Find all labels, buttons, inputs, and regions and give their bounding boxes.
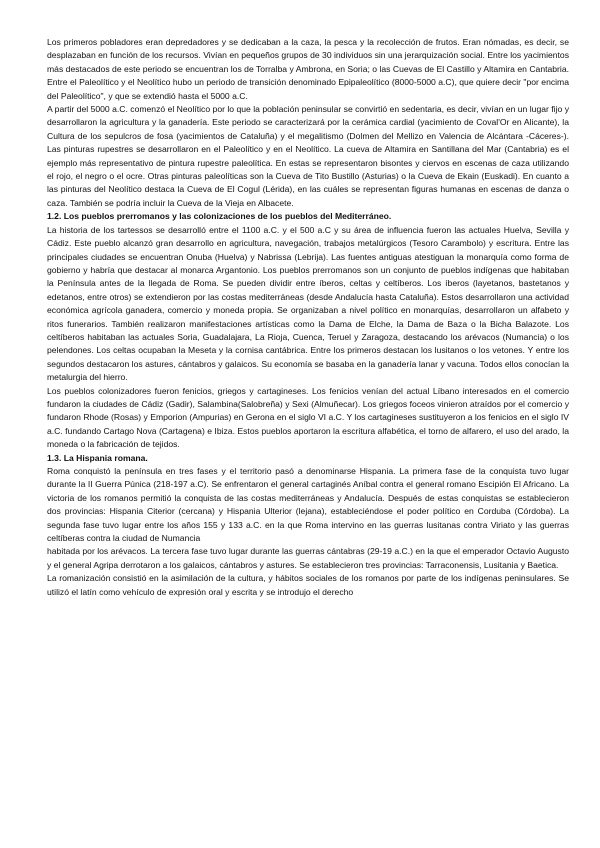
paragraph-paleolithic: Los primeros pobladores eran depredadores y se dedicaban a la caza, la pesca y la recolección de frutos. Eran nómadas, es decir, se desplazaban en función de los recursos. Vivían en pequeños grupos de 30 individuos sin una jerarquización social. Entre los yacimientos más destacados de este periodo se encuentran los de Torralba y Ambrona, en Soria; o las Cuevas de El Castillo y Altamira en Cantabria. Entre el Paleolítico y el Neolítico hubo un periodo de transición denominado Epipaleolítico (8000-5000 a.C), que quiere decir "por encima del Paleolítico", y que se extendió hasta el 5000 a.C. — [47, 37, 569, 101]
section-heading-roman-hispania: 1.3. La Hispania romana. — [47, 452, 148, 463]
paragraph-third-phase: habitada por los arévacos. La tercera fase tuvo lugar durante las guerras cántabras (29-19 a.C.) en la que el emperador Octavio Augusto y el general Agripa derrotaron a los galaicos, cántabros y astures. Se establecieron tres provincias: Tarraconensis, Lusitania y Baetica. — [47, 546, 569, 570]
paragraph-colonizers: Los pueblos colonizadores fueron fenicios, griegos y cartagineses. Los fenicios venían del actual Líbano interesados en el comercio fundaron la ciudades de Cádiz (Gadir), Salambina(Salobreña) y Sexi (Almuñecar). Los griegos foceos vinieron atraídos por el comercio y fundaron Rhode (Rosas) y Emporion (Ampurias) en Gerona en el siglo VI a.C. Y los cartagineses sustituyeron a los fenicios en el siglo IV a.C. fundando Cartago Nova (Cartagena) e Ibiza. Estos pueblos aportaron la escritura alfabética, el torno de alfarero, el uso del arado, la moneda o la fabricación de tejidos. — [47, 385, 569, 450]
paragraph-tartessos-iberians-celts: La historia de los tartessos se desarrolló entre el 1100 a.C. y el 500 a.C y su área de influencia fueron las actuales Huelva, Sevilla y Cádiz. Este pueblo alcanzó gran desarrollo en agricultura, navegación, trabajos metalúrgicos (Tesoro Carambolo) y escritura. Entre las principales ciudades se encuentran Onuba (Huelva) y Nabrissa (Lebrija). Las fuentes antiguas atestiguan la monarquía como forma de gobierno y habría que destacar al monarca Argantonio. Los pueblos prerromanos son un conjunto de pueblos indígenas que habitaban la Península antes de la llegada de Roma. Se pueden dividir entre íberos, celtas y celtíberos. Los íberos (layetanos, bastetanos y edetanos, entre otros) se extendieron por las costas mediterráneas (desde Andalucía hasta Cataluña). Estos desarrollaron una actividad económica agrícola ganadera, comercio y moneda propia. Se organizaban a nivel político en monarquías, desarrollaron un alfabeto y ritos funerarios. También realizaron manifestaciones artísticas como la Dama de Elche, la Dama de Baza o la Bicha Balazote. Los celtíberos habitaban las actuales Soria, Guadalajara, La Rioja, Cuenca, Teruel y Zaragoza, destacando los arévacos (Numancia) o los pelendones. Los celtas ocupaban la Meseta y la cornisa cantábrica. Entre los primeros destacan los lusitanos o los vetones. Y entre los segundos destacaron los astures, cántabros y galaicos. Su economía se basaba en la ganadería lanar y vacuna. Todos ellos conocían la metalurgia del hierro. — [47, 224, 569, 383]
paragraph-neolithic: A partir del 5000 a.C. comenzó el Neolítico por lo que la población peninsular se convirtió en sedentaria, es decir, vivían en un lugar fijo y desarrollaron la agricultura y la ganadería. Este periodo se caracterizará por la cerámica cardial (yacimiento de Coval'Or en Alicante), la Cultura de los sepulcros de fosa (yacimientos de Cataluña) y el megalitismo (Dolmen del Mellizo en Valencia de Alcántara -Cáceres-). Las pinturas rupestres se desarrollaron en el Paleolítico y en el Neolítico. La cueva de Altamira en Santillana del Mar (Cantabria) es el ejemplo más representativo de pintura rupestre paleolítica. En estas se representaron bisontes y ciervos en escenas de caza utilizando el rojo, el negro o el ocre. Otras pinturas paleolíticas son la Cueva de Tito Bustillo (Asturias) o la Cueva de Ekain (Euskadi). En cuanto a las pinturas del Neolítico destaca la Cueva de El Cogul (Lérida), en las cuáles se representan figuras humanas en escenas de danza o caza. También se podría incluir la Cueva de la Vieja en Albacete. — [47, 104, 569, 208]
paragraph-roman-conquest: Roma conquistó la península en tres fases y el territorio pasó a denominarse Hispania. La primera fase de la conquista tuvo lugar durante la II Guerra Púnica (218-197 a.C). Se enfrentaron el general cartaginés Aníbal contra el general romano Escipión El Africano. La victoria de los romanos permitió la conquista de las costas mediterráneas y Andalucía. Después de estas conquistas se establecieron dos provincias: Hispania Citerior (cercana) y Hispania Ulterior (lejana), estableciéndose el poder político en Corduba (Córdoba). La segunda fase tuvo lugar entre los años 155 y 133 a.C. en la que Roma intervino en las guerras lusitanas contra Viriato y las guerras celtíberas contra la ciudad de Numancia — [47, 466, 569, 544]
section-heading-pre-roman-peoples: 1.2. Los pueblos prerromanos y las colonizaciones de los pueblos del Mediterráneo. — [47, 211, 392, 222]
paragraph-romanization: La romanización consistió en la asimilación de la cultura, y hábitos sociales de los romanos por parte de los indígenas peninsulares. Se utilizó el latín como vehículo de expresión oral y escrita y se introdujo el derecho — [47, 573, 569, 597]
